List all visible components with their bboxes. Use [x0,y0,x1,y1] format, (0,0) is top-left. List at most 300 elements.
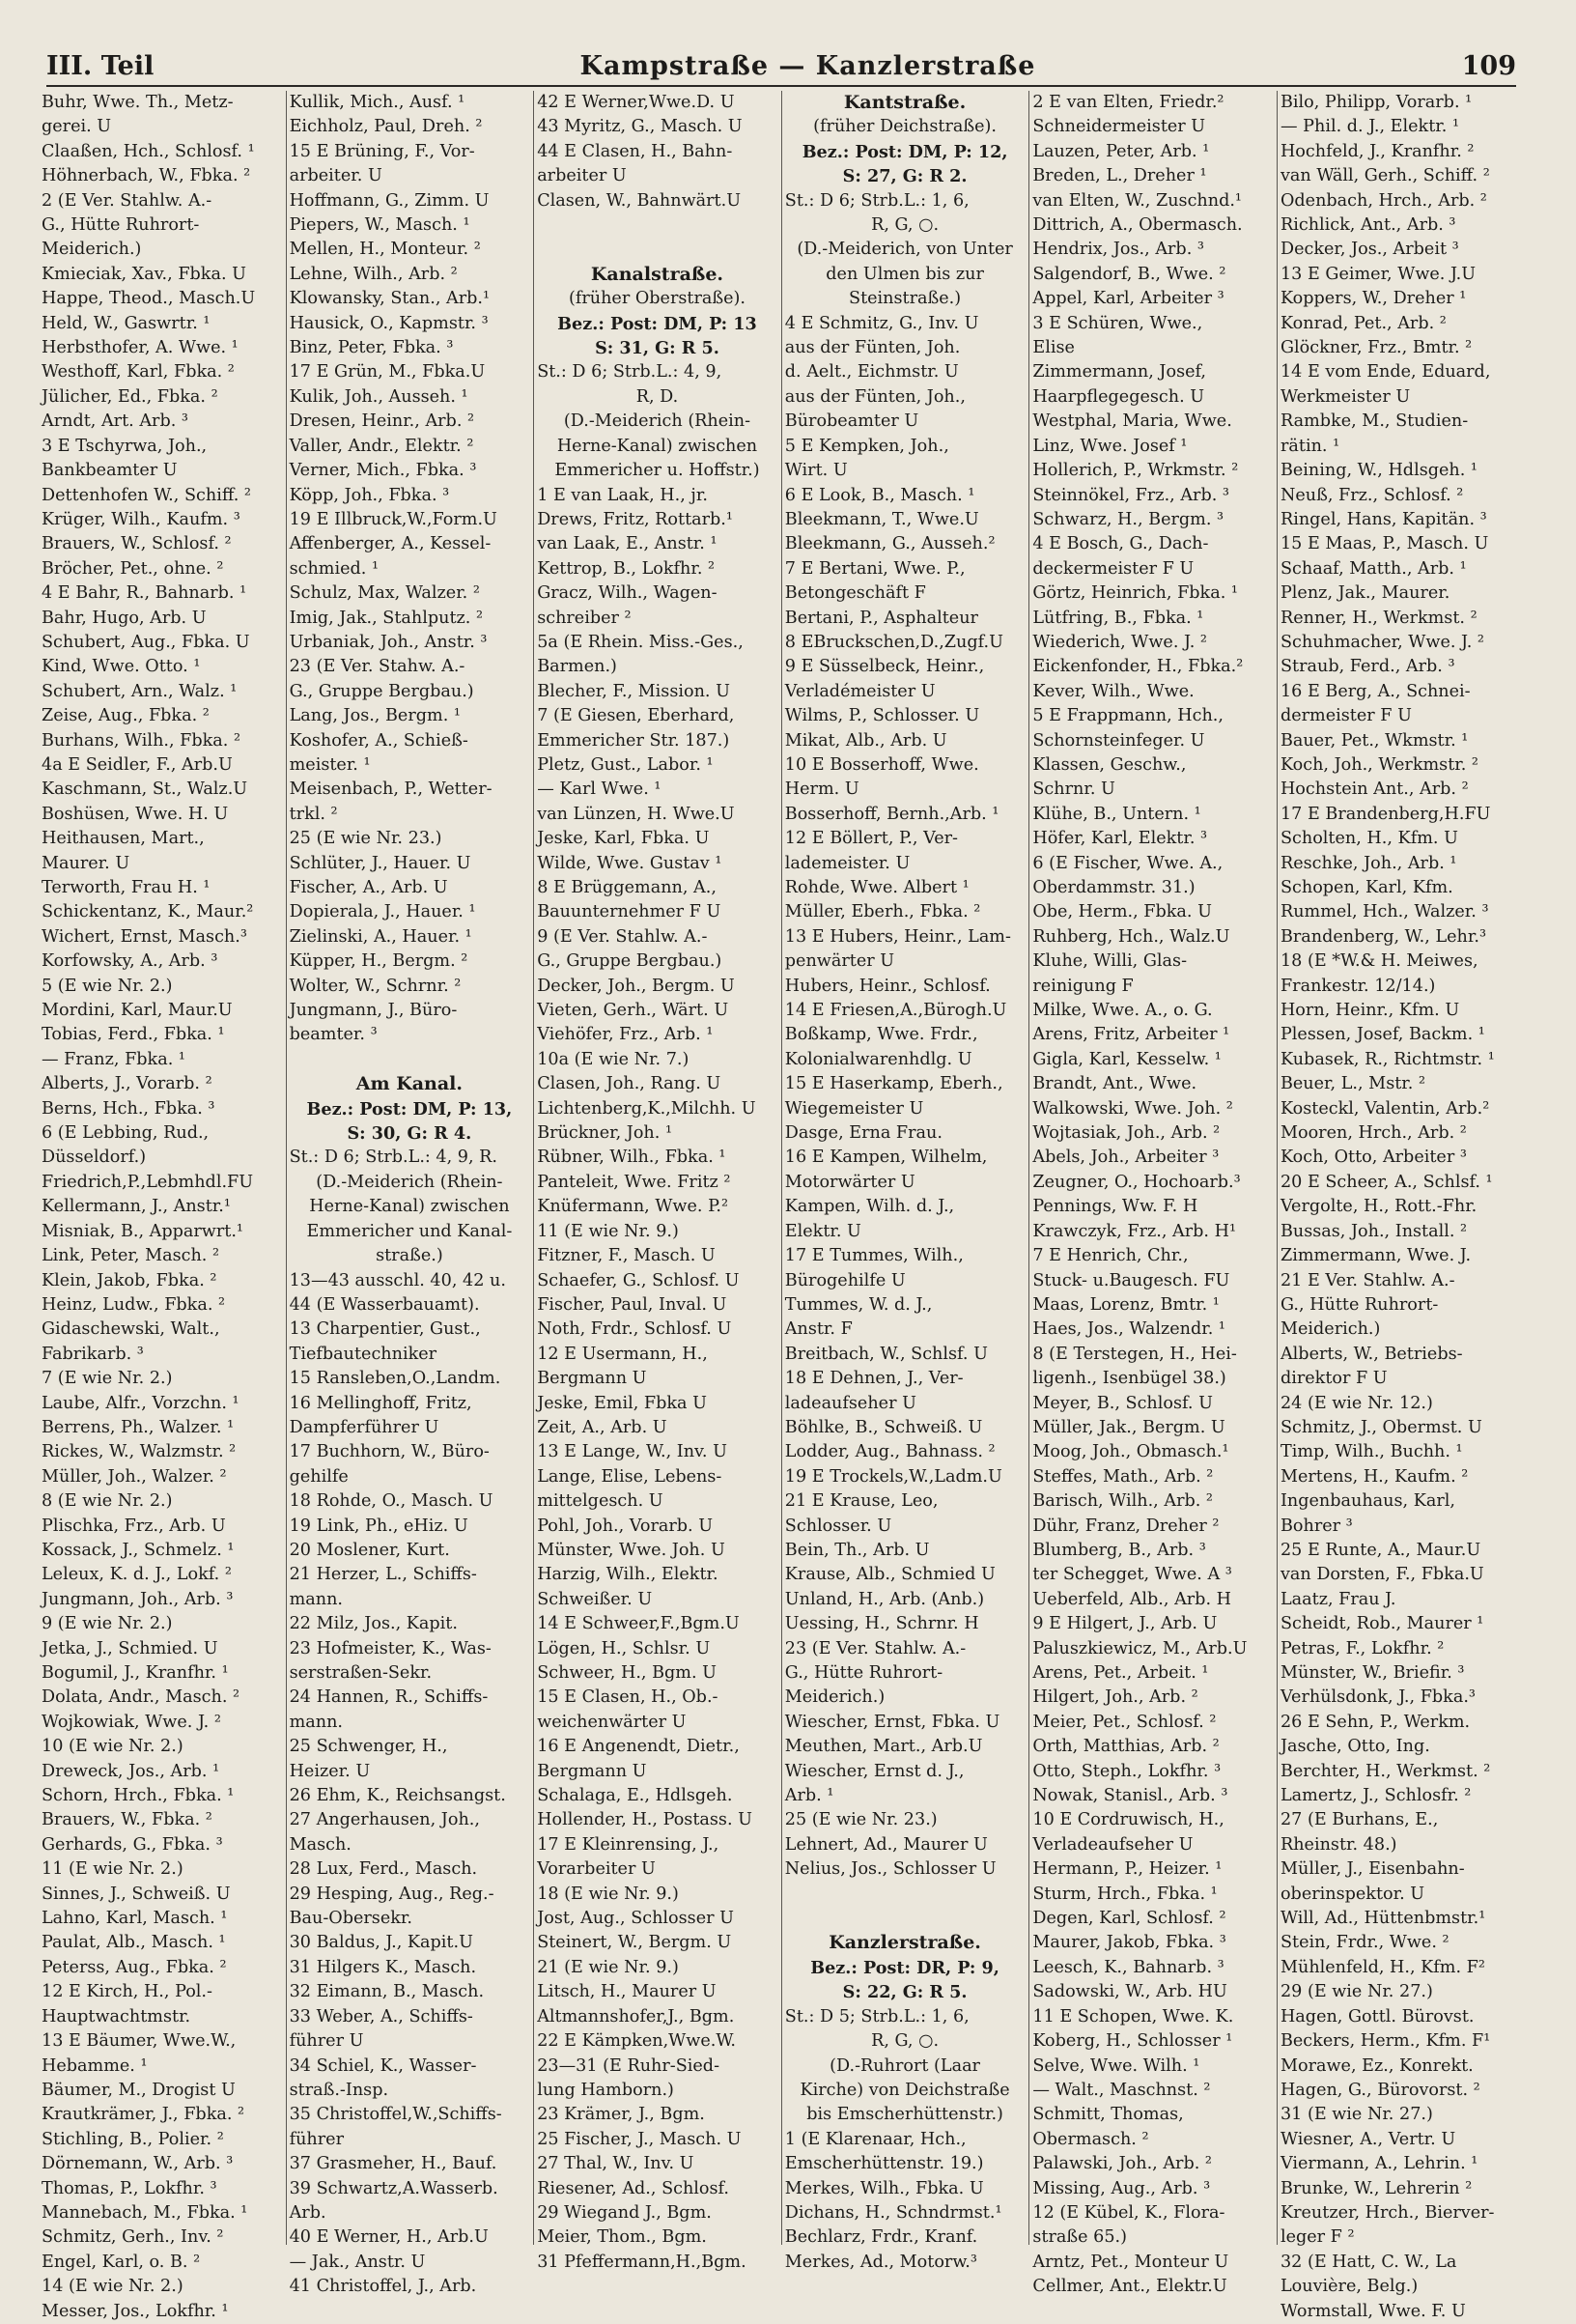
directory-entry-line: Arens, Fritz, Arbeiter ¹ [1032,1025,1230,1045]
directory-entry-line: Lahno, Karl, Masch. ¹ [42,1909,228,1929]
directory-entry-line: Wiesner, A., Vertr. U [1280,2129,1456,2149]
directory-entry-line: Berchter, H., Werkmst. ² [1280,1761,1491,1781]
directory-entry-line: Klein, Jakob, Fbka. ² [42,1270,217,1290]
directory-entry-line: Lehne, Wilh., Arb. ² [289,264,458,284]
directory-entry-line: van Dorsten, F., Fbka.U [1280,1565,1484,1585]
street-description: bis Emscherhüttenstr.) [806,2105,1003,2125]
directory-entry-line: Hollender, H., Postass. U [537,1810,752,1830]
street-heading: Am Kanal. [355,1073,464,1095]
directory-entry-line: Link, Peter, Masch. ² [42,1246,220,1266]
directory-entry-line: 15 Ransleben,O.,Landm. [289,1369,501,1389]
directory-entry-line: Jasche, Otto, Ing. [1280,1737,1430,1757]
directory-entry-line: 18 (E wie Nr. 9.) [537,1884,679,1904]
directory-entry-line: 3 E Tschyrwa, Joh., [42,436,208,456]
directory-entry-line: Rambke, M., Studien- [1280,411,1469,432]
directory-entry-line: 23 Hofmeister, K., Was- [289,1638,492,1658]
directory-entry-line: mann. [289,1589,344,1609]
directory-entry-line: 9 E Süsselbeck, Heinr., [784,657,985,677]
directory-entry-line: 28 Lux, Ferd., Masch. [289,1859,478,1880]
directory-entry-line: Degen, Karl, Schlosf. ² [1032,1909,1226,1929]
column-6 [1278,91,1526,2321]
directory-entry-line: Pohl, Joh., Vorarb. U [537,1516,714,1536]
directory-entry-line: Hebamme. ¹ [42,2055,148,2076]
directory-entry-line: Mooren, Hrch., Arb. ² [1280,1123,1467,1144]
directory-entry-line: Lögen, H., Schlsr. U [537,1638,711,1658]
directory-entry-line: Panteleit, Wwe. Fritz ² [537,1172,731,1192]
directory-entry-line: Steffes, Math., Arb. ² [1032,1466,1214,1487]
directory-entry-line: Wiescher, Ernst d. J., [784,1761,965,1781]
directory-entry-line: Rohde, Wwe. Albert ¹ [784,878,970,897]
directory-entry-line: 23—31 (E Ruhr-Sied- [537,2055,720,2076]
directory-entry-line: Kind, Wwe. Otto. ¹ [42,657,201,677]
directory-entry-line: G., Hütte Ruhrort- [784,1663,943,1683]
directory-entry-line: Neuß, Frz., Schlosf. ² [1280,485,1464,505]
directory-entry-line: Straub, Ferd., Arb. ³ [1280,657,1455,677]
directory-entry-line: Koch, Joh., Werkmstr. ² [1280,754,1478,775]
directory-entry-line: aus der Fünten, Joh., [784,386,966,407]
directory-entry-line: Scheidt, Rob., Maurer ¹ [1280,1614,1484,1634]
directory-entry-line: Renner, H., Werkmst. ² [1280,608,1478,628]
street-heading: Kantstraße. [843,92,967,113]
directory-entry-line: Dettenhofen W., Schiff. ² [42,485,251,505]
directory-entry-line: Hendrix, Jos., Arb. ³ [1032,240,1204,260]
directory-entry-line: Lange, Elise, Lebens- [537,1466,722,1487]
directory-entry-line: Kampen, Wilh. d. J., [784,1197,955,1217]
directory-entry-line: Klowansky, Stan., Arb.¹ [289,289,491,309]
directory-entry-line: Höfer, Karl, Elektr. ³ [1032,829,1208,849]
directory-entry-line: Steinert, W., Bergm. U [537,1933,732,1953]
directory-entry-line: Schwarz, H., Bergm. ³ [1032,509,1224,529]
directory-entry-line: Jost, Aug., Schlosser U [537,1909,734,1929]
directory-entry-line: Lütfring, B., Fbka. ¹ [1032,608,1204,628]
directory-entry-line: mittelgesch. U [537,1491,663,1512]
directory-entry-line: 19 Link, Ph., eHiz. U [289,1516,468,1536]
directory-entry-line: 25 (E wie Nr. 23.) [784,1810,938,1830]
directory-entry-line: Münster, Wwe. Joh. U [537,1540,725,1560]
directory-entry-line: Will, Ad., Hüttenbmstr.¹ [1280,1909,1486,1929]
directory-entry-line: Verladémeister U [784,681,936,701]
directory-entry-line: Lichtenberg,K.,Milchh. U [537,1098,756,1119]
directory-entry-line: 13 E Lange, W., Inv. U [537,1442,727,1462]
directory-entry-line: penwärter U [784,951,895,972]
directory-entry-line: 26 Ehm, K., Reichsangst. [289,1786,506,1806]
directory-entry-line: 5 E Kempken, Joh., [784,436,949,456]
directory-entry-line: 18 E Dehnen, J., Ver- [784,1369,964,1389]
directory-entry-line: 11 E Schopen, Wwe. K. [1032,2006,1234,2026]
directory-entry-line: Decker, Jos., Arbeit ³ [1280,240,1459,260]
directory-entry-line: Bosserhoff, Bernh.,Arb. ¹ [784,804,999,824]
directory-entry-line: Krüger, Wilh., Kaufm. ³ [42,509,240,529]
directory-entry-line [537,213,777,238]
directory-entry-line: Westhoff, Karl, Fbka. ² [42,362,235,383]
directory-entry-line: Breden, L., Dreher ¹ [1032,166,1207,186]
directory-entry-line: Beuer, L., Mstr. ² [1280,1074,1426,1094]
district-info: Bez.: Post: DR, P: 9, [810,1957,999,1978]
directory-entry-line: Happe, Theod., Masch.U [42,289,256,309]
directory-entry-line: 15 E Haserkamp, Eberh., [784,1074,1003,1094]
directory-entry-line: Schuhmacher, Wwe. J. ² [1280,632,1484,652]
directory-entry-line: Milke, Wwe. A., o. G. [1032,1001,1213,1021]
directory-entry-line: Koberg, H., Schlosser ¹ [1032,2031,1233,2052]
directory-entry-line: Drews, Fritz, Rottarb.¹ [537,509,733,529]
directory-entry-line: führer U [289,2031,364,2052]
directory-entry-line: Engel, Karl, o. B. ² [42,2252,201,2272]
directory-entry-line: Haes, Jos., Walzendr. ¹ [1032,1319,1225,1340]
street-description: (D.-Meiderich (Rhein- [563,411,751,432]
directory-entry-line: reinigung F [1032,976,1134,996]
directory-entry-line: 25 Fischer, J., Masch. U [537,2129,742,2149]
directory-entry-line: rätin. ¹ [1280,436,1340,456]
directory-entry-line: Louvière, Belg.) [1280,2277,1419,2297]
directory-entry-line: Wiegemeister U [784,1098,924,1119]
directory-entry-line: direktor F U [1280,1369,1388,1389]
directory-entry-line: Herm. U [784,779,859,800]
directory-entry-line: Kosteckl, Valentin, Arb.² [1280,1098,1490,1119]
directory-entry-line: 10a (E wie Nr. 7.) [537,1049,690,1069]
directory-entry-line: Arntz, Pet., Monteur U [1032,2252,1229,2272]
district-info: S: 22, G: R 5. [842,1982,968,2003]
directory-entry-line: Uessing, H., Schrnr. H [784,1614,979,1634]
street-description: den Ulmen bis zur [826,264,984,284]
directory-entry-line: Bahr, Hugo, Arb. U [42,608,207,628]
directory-entry-line: Friedrich,P.,Lebmhdl.FU [42,1172,254,1192]
directory-entry-line: Meiderich.) [784,1687,886,1708]
directory-entry-line: Abels, Joh., Arbeiter ³ [1032,1148,1220,1168]
directory-entry-line: Hausick, O., Kapmstr. ³ [289,313,489,333]
directory-entry-line: Decker, Joh., Bergm. U [537,976,735,996]
directory-entry-line: arbeiter U [537,166,627,186]
directory-entry-line: Görtz, Heinrich, Fbka. ¹ [1032,583,1238,604]
directory-entry-line: Nowak, Stanisl., Arb. ³ [1032,1786,1228,1806]
directory-entry-line: Heizer. U [289,1761,371,1781]
directory-entry-line: Berrens, Ph., Walzer. ¹ [42,1417,235,1437]
directory-entry-line: Meier, Thom., Bgm. [537,2227,707,2248]
directory-entry-line: Klassen, Geschw., [1032,754,1187,775]
directory-entry-line: Konrad, Pet., Arb. ² [1280,313,1447,333]
directory-entry-line: Mühlenfeld, H., Kfm. F² [1280,1957,1485,1977]
directory-entry-line: Rummel, Hch., Walzer. ³ [1280,902,1489,922]
directory-entry-line: 24 (E wie Nr. 12.) [1280,1393,1433,1413]
directory-entry-line: Alberts, J., Vorarb. ² [42,1074,212,1094]
directory-entry-line: Litsch, H., Maurer U [537,1982,717,2002]
directory-entry-line: Wichert, Ernst, Masch.³ [42,926,247,947]
directory-entry-line: van Elten, W., Zuschnd.¹ [1032,190,1242,211]
directory-entry-line: Blecher, F., Mission. U [537,681,730,701]
directory-entry-line: 16 Mellinghoff, Fritz, [289,1393,472,1413]
directory-entry-line: Hauptwachtmstr. [42,2006,191,2026]
directory-entry-line: Pletz, Gust., Labor. ¹ [537,754,714,775]
page-number: 109 [1461,51,1516,81]
directory-entry-line: 21 E Ver. Stahlw. A.- [1280,1270,1455,1290]
directory-entry-line: 10 E Bosserhoff, Wwe. [784,754,979,775]
directory-entry-line: Bürobeamter U [784,411,919,432]
directory-entry-line [537,238,777,262]
directory-entry-line [290,1048,530,1072]
directory-entry-line: Heithausen, Mart., [42,829,205,849]
directory-entry-line: Fischer, Paul, Inval. U [537,1294,727,1315]
street-description: Herne-Kanal) zwischen [556,436,758,456]
directory-entry-line: Leesch, K., Bahnarb. ³ [1032,1957,1224,1977]
directory-entry-line: lung Hamborn.) [537,2080,674,2100]
directory-entry-line: Berns, Hch., Fbka. ³ [42,1098,215,1119]
directory-entry-line: 2 (E Ver. Stahlw. A.- [42,190,212,211]
directory-entry-line: Sturm, Hrch., Fbka. ¹ [1032,1884,1218,1904]
directory-entry-line: Terworth, Frau H. ¹ [42,878,211,897]
directory-entry-line: Dopierala, J., Hauer. ¹ [289,902,476,922]
directory-entry-line: 9 (E wie Nr. 2.) [42,1614,173,1634]
directory-entry-line: St.: D 6; Strb.L.: 4, 9, R. [289,1148,498,1168]
directory-entry-line: dermeister F U [1280,706,1412,726]
directory-entry-line: 7 (E wie Nr. 2.) [42,1369,173,1389]
directory-entry-line: Dampferführer U [289,1417,439,1437]
directory-entry-line: Verhülsdonk, J., Fbka.³ [1280,1687,1476,1708]
directory-entry-line: Höhnerbach, W., Fbka. ² [42,166,251,186]
directory-entry-line: serstraßen-Sekr. [289,1663,433,1683]
directory-entry-line: 30 Baldus, J., Kapit.U [289,1933,473,1953]
directory-entry-line: Mordini, Karl, Maur.U [42,1001,233,1021]
directory-entry-line: Arndt, Art. Arb. ³ [42,411,188,432]
directory-entry-line: 13—43 ausschl. 40, 42 u. [289,1270,506,1290]
directory-entry-line: Schmitt, Thomas, [1032,2105,1184,2125]
directory-entry-line: Viermann, A., Lehrin. ¹ [1280,2154,1478,2174]
street-description: (D.-Meiderich, von Unter [797,240,1013,260]
directory-entry-line: Wiescher, Ernst, Fbka. U [784,1712,1000,1732]
directory-entry-line: Mannebach, M., Fbka. ¹ [42,2202,248,2223]
directory-entry-line: Zimmermann, Wwe. J. [1280,1246,1472,1266]
directory-entry-line: straße 65.) [1032,2227,1127,2248]
street-description: (früher Deichstraße). [813,117,997,137]
directory-entry-line: 22 Milz, Jos., Kapit. [289,1614,458,1634]
directory-entry-line: Dittrich, A., Obermasch. [1032,215,1243,236]
directory-entry-line: Kossack, J., Schmelz. ¹ [42,1540,235,1560]
directory-entry-line: Clasen, W., Bahnwärt.U [537,190,742,211]
directory-entry-line: 13 E Hubers, Heinr., Lam- [784,926,1011,947]
directory-entry-line: Kluhe, Willi, Glas- [1032,951,1188,972]
directory-entry-line: trkl. ² [289,804,338,824]
directory-entry-line: Clasen, Joh., Rang. U [537,1074,721,1094]
directory-entry-line: Bussas, Joh., Install. ² [1280,1221,1468,1241]
directory-entry-line: 10 (E wie Nr. 2.) [42,1737,183,1757]
directory-entry-line: Arb. [289,2202,326,2223]
directory-entry-line: Schaaf, Matth., Arb. ¹ [1280,558,1467,579]
directory-entry-line: Schweißer. U [537,1589,653,1609]
directory-entry-line: Plessen, Josef, Backm. ¹ [1280,1025,1485,1045]
street-description: (früher Oberstraße). [568,289,746,309]
directory-entry-line: Zeit, A., Arb. U [537,1417,667,1437]
directory-entry-line: Köpp, Joh., Fbka. ³ [289,485,450,505]
directory-entry-line: Schrnr. U [1032,779,1115,800]
directory-entry-line: Dreweck, Jos., Arb. ¹ [42,1761,220,1781]
directory-entry-line: St.: D 5; Strb.L.: 1, 6, [784,2006,970,2026]
directory-entry-line: mann. [289,1712,344,1732]
directory-entry-line: 21 (E wie Nr. 9.) [537,1957,679,1977]
column-5 [1029,91,1278,2297]
street-heading: Kanalstraße. [590,263,724,285]
directory-entry-line: — Franz, Fbka. ¹ [42,1049,185,1069]
directory-entry-line: Fabrikarb. ³ [42,1344,144,1364]
directory-entry-line: 31 Pfeffermann,H.,Bgm. [537,2252,746,2272]
directory-entry-line: Messer, Jos., Lokfhr. ¹ [42,2301,229,2321]
directory-entry-line: ladeaufseher U [784,1393,916,1413]
directory-entry-line: Verladeaufseher U [1032,1834,1194,1855]
directory-entry-line: 5 E Frappmann, Hch., [1032,706,1224,726]
directory-entry-line: gehilfe [289,1466,349,1487]
part-label: III. Teil [46,51,155,81]
directory-entry-line: Nelius, Jos., Schlosser U [784,1859,997,1880]
street-description: Emmericher und Kanal- [306,1221,513,1241]
directory-entry-line: Sinnes, J., Schweiß. U [42,1884,231,1904]
directory-entry-line: Zeise, Aug., Fbka. ² [42,706,210,726]
directory-entry-line: Hollerich, P., Wrkmstr. ² [1032,461,1239,481]
directory-entry-line: 11 (E wie Nr. 9.) [537,1221,679,1241]
directory-entry-line: 10 E Cordruwisch, H., [1032,1810,1224,1830]
directory-entry-line: Walkowski, Wwe. Joh. ² [1032,1098,1233,1119]
directory-entry-line: 13 E Bäumer, Wwe.W., [42,2031,237,2052]
directory-entry-line: Bertani, P., Asphalteur [784,608,978,628]
directory-entry-line: 12 E Usermann, H., [537,1344,708,1364]
directory-entry-line: — Walt., Maschnst. ² [1032,2080,1211,2100]
directory-entry-line: Anstr. F [784,1319,853,1340]
directory-entry-line: Schopen, Karl, Kfm. [1280,878,1453,897]
directory-entry-line: schreiber ² [537,608,632,628]
directory-entry-line: Jungmann, Joh., Arb. ³ [42,1589,234,1609]
directory-entry-line: 14 E vom Ende, Eduard, [1280,362,1491,383]
directory-entry-line: Koshofer, A., Schieß- [289,730,468,751]
directory-entry-line: oberinspektor. U [1280,1884,1425,1904]
directory-entry-line: 7 E Henrich, Chr., [1032,1246,1189,1266]
directory-entry-line: Ruhberg, Hch., Walz.U [1032,926,1230,947]
directory-entry-line: Wojkowiak, Wwe. J. ² [42,1712,221,1732]
street-description: straße.) [376,1246,443,1266]
directory-entry-line: van Lünzen, H. Wwe.U [537,804,735,824]
directory-entry-line: 8 E Brüggemann, A., [537,878,717,897]
directory-entry-line: Münster, W., Briefir. ³ [1280,1663,1465,1683]
street-description: Kirche) von Deichstraße [800,2080,1010,2100]
directory-entry-line: 6 E Look, B., Masch. ¹ [784,485,975,505]
street-description: (D.-Ruhrort (Laar [830,2055,980,2076]
directory-entry-line: Düsseldorf.) [42,1148,147,1168]
directory-entry-line: Mellen, H., Monteur. ² [289,240,481,260]
district-info: Bez.: Post: DM, P: 13, [306,1098,513,1119]
directory-entry-line: 20 Moslener, Kurt. [289,1540,450,1560]
directory-entry-line: Merkes, Ad., Motorw.³ [784,2252,977,2272]
directory-entry-line: Frankestr. 12/14.) [1280,976,1436,996]
directory-entry-line: 6 (E Fischer, Wwe. A., [1032,853,1224,873]
directory-entry-line: 16 E Kampen, Wilhelm, [784,1148,988,1168]
directory-entry-line: Obermasch. ² [1032,2129,1149,2149]
directory-entry-line: Schmitz, J., Obermst. U [1280,1417,1482,1437]
directory-entry-line: 2 E van Elten, Friedr.² [1032,93,1224,112]
directory-entry-line: van Wäll, Gerh., Schiff. ² [1280,166,1490,186]
directory-entry-line: Bau-Obersekr. [289,1909,412,1929]
directory-entry-line: Zielinski, A., Hauer. ¹ [289,926,472,947]
directory-entry-line: 9 (E Ver. Stahlw. A.- [537,926,708,947]
directory-entry-line: Linz, Wwe. Josef ¹ [1032,436,1188,456]
directory-entry-line: Heinz, Ludw., Fbka. ² [42,1294,226,1315]
directory-entry-line: Gigla, Karl, Kesselw. ¹ [1032,1049,1222,1069]
directory-entry-line: 12 E Kirch, H., Pol.- [42,1982,212,2002]
directory-entry-line: 17 E Kleinrensing, J., [537,1834,719,1855]
directory-entry-line: G., Hütte Ruhrort- [1280,1294,1439,1315]
directory-entry-line: Bechlarz, Frdr., Kranf. [784,2227,978,2248]
directory-columns [39,91,1526,2321]
directory-entry-line: Orth, Matthias, Arb. ² [1032,1737,1220,1757]
directory-entry-line: Altmannshofer,J., Bgm. [537,2006,735,2026]
directory-entry-line: Gerhards, G., Fbka. ³ [42,1834,223,1855]
directory-entry-line: Jetka, J., Schmied. U [42,1638,218,1658]
directory-entry-line: 15 E Brüning, F., Vor- [289,141,475,161]
street-heading: Kanzlerstraße. [829,1932,981,1954]
directory-entry-line: Obe, Herm., Fbka. U [1032,902,1212,922]
directory-entry-line: 14 (E wie Nr. 2.) [42,2277,183,2297]
directory-entry-line: Kullik, Mich., Ausf. ¹ [289,93,465,112]
directory-entry-line: 29 Hesping, Aug., Reg.- [289,1884,494,1904]
directory-entry-line: 20 E Scheer, A., Schlsf. ¹ [1280,1172,1493,1192]
directory-entry-line: 33 Weber, A., Schiffs- [289,2006,473,2026]
directory-entry-line: Kever, Wilh., Wwe. [1032,681,1195,701]
directory-entry-line: Bilo, Philipp, Vorarb. ¹ [1280,93,1473,112]
directory-entry-line: Held, W., Gaswrtr. ¹ [42,313,211,333]
directory-entry-line: weichenwärter U [537,1712,687,1732]
directory-entry-line: van Laak, E., Anstr. ¹ [537,534,718,554]
directory-entry-line: Barisch, Wilh., Arb. ² [1032,1491,1213,1512]
directory-entry-line: Schlüter, J., Hauer. U [289,853,471,873]
directory-entry-line: 1 (E Klarenaar, Hch., [784,2129,967,2149]
directory-entry-line: Mikat, Alb., Arb. U [784,730,947,751]
directory-entry-line: 23 (E Ver. Stahw. A.- [289,657,465,677]
directory-entry-line: Haarpflegegesch. U [1032,386,1205,407]
column-1 [39,91,287,2321]
directory-entry-line: Kaschmann, St., Walz.U [42,779,248,800]
directory-entry-line: Burhans, Wilh., Fbka. ² [42,730,241,751]
directory-entry-line: Masch. [289,1834,352,1855]
directory-entry-line: Hagen, Gottl. Bürovst. [1280,2006,1475,2026]
directory-entry-line: 44 E Clasen, H., Bahn- [537,141,733,161]
district-info: Bez.: Post: DM, P: 12, [802,141,1008,162]
directory-entry-line: Lauzen, Peter, Arb. ¹ [1032,141,1210,161]
directory-entry-line: meister. ¹ [289,754,371,775]
directory-entry-line: Missing, Aug., Arb. ³ [1032,2178,1211,2198]
directory-entry-line: Motorwärter U [784,1172,915,1192]
directory-entry-line: Gidaschewski, Walt., [42,1319,220,1340]
directory-entry-line: Klühe, B., Untern. ¹ [1032,804,1201,824]
directory-entry-line: Schornsteinfeger. U [1032,730,1205,751]
directory-entry-line: 3 E Schüren, Wwe., [1032,313,1203,333]
directory-entry-line: Schlosser. U [784,1516,892,1536]
directory-entry-line: 5 (E wie Nr. 2.) [42,976,173,996]
directory-entry-line: Stichling, B., Polier. ² [42,2129,224,2149]
directory-entry-line: Schubert, Aug., Fbka. U [42,632,250,652]
directory-entry-line: Beckers, Herm., Kfm. F¹ [1280,2031,1491,2052]
directory-entry-line: Otto, Steph., Lokfhr. ³ [1032,1761,1222,1781]
directory-entry-line: 32 (E Hatt, C. W., La [1280,2252,1457,2272]
directory-entry-line: 27 Thal, W., Inv. U [537,2154,694,2174]
directory-entry-line: Böhlke, B., Schweiß. U [784,1417,983,1437]
directory-entry-line: Kreutzer, Hrch., Bierver- [1280,2202,1495,2223]
directory-entry-line: 16 E Berg, A., Schnei- [1280,681,1471,701]
directory-entry-line: Maas, Lorenz, Bmtr. ¹ [1032,1294,1220,1315]
directory-entry-line: Bäumer, M., Drogist U [42,2080,236,2100]
directory-entry-line: Valler, Andr., Elektr. ² [289,436,474,456]
directory-entry-line: Herbsthofer, A. Wwe. ¹ [42,338,239,358]
directory-entry-line: 11 (E wie Nr. 2.) [42,1859,183,1880]
directory-entry-line: Koch, Otto, Arbeiter ³ [1280,1148,1467,1168]
directory-entry-line: Lamertz, J., Schlosfr. ² [1280,1786,1472,1806]
directory-entry-line: 17 Buchhorn, W., Büro- [289,1442,490,1462]
directory-entry-line: 19 E Trockels,W.,Ladm.U [784,1466,1002,1487]
directory-entry-line: 16 E Angenendt, Dietr., [537,1737,740,1757]
directory-entry-line: Kettrop, B., Lokfhr. ² [537,558,716,579]
